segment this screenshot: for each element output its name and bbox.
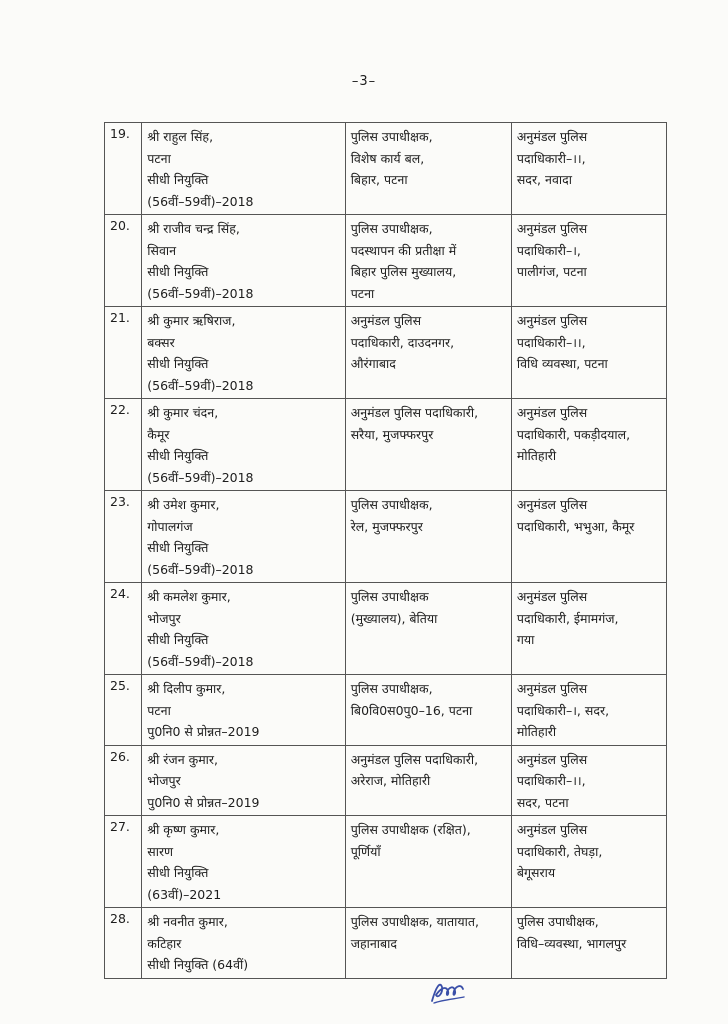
cell-line: पालीगंज, पटना: [516, 264, 587, 279]
serial-number: 24.: [105, 583, 142, 675]
cell-line: पदाधिकारी–।।,: [516, 334, 586, 350]
cell-line: सीधी नियुक्ति: [147, 356, 209, 371]
cell-line: अनुमंडल पुलिस: [516, 681, 588, 696]
cell-line: (56वीं–59वीं)–2018: [147, 653, 254, 669]
serial-number: 26.: [105, 745, 142, 816]
transfer-table: [104, 122, 667, 979]
cell-line: पटना: [350, 285, 375, 301]
current-post-cell: [345, 675, 511, 746]
cell-line: अनुमंडल पुलिस: [350, 313, 422, 328]
cell-line: पु0नि0 से प्रोन्नत–2019: [147, 724, 260, 739]
table-row: [105, 491, 667, 583]
current-post-cell: [345, 745, 511, 816]
cell-line: सदर, नवादा: [516, 172, 573, 187]
cell-line: श्री नवनीत कुमार,: [147, 914, 228, 929]
cell-line: सिवान: [147, 242, 177, 258]
table-row: [105, 745, 667, 816]
cell-line: सरैया, मुजफ्फरपुर: [350, 426, 434, 442]
cell-line: कटिहार: [147, 935, 182, 951]
officer-cell: [142, 215, 345, 307]
cell-line: पुलिस उपाधीक्षक: [350, 589, 429, 604]
cell-line: भोजपुर: [147, 610, 181, 626]
cell-line: अनुमंडल पुलिस: [516, 221, 588, 236]
current-post-cell: [345, 908, 511, 979]
cell-line: अनुमंडल पुलिस: [516, 497, 588, 512]
cell-line: पूर्णियाँ: [350, 843, 381, 859]
cell-line: पुलिस उपाधीक्षक (रक्षित),: [350, 822, 471, 837]
cell-line: विधि व्यवस्था, पटना: [516, 356, 608, 371]
cell-line: सीधी नियुक्ति: [147, 172, 209, 187]
cell-line: अनुमंडल पुलिस: [516, 751, 588, 767]
cell-line: गोपालगंज: [147, 518, 193, 534]
cell-line: विशेष कार्य बल,: [350, 150, 425, 166]
cell-line: श्री कुमार चंदन,: [147, 405, 219, 420]
cell-line: अनुमंडल पुलिस पदाधिकारी,: [350, 751, 479, 767]
new-post-cell: [511, 816, 666, 908]
cell-line: बिहार पुलिस मुख्यालय,: [350, 264, 457, 279]
new-post-cell: [511, 123, 666, 215]
cell-line: सीधी नियुक्ति: [147, 264, 209, 279]
cell-line: श्री रंजन कुमार,: [147, 751, 219, 767]
officer-cell: [142, 399, 345, 491]
cell-line: पदाधिकारी, ईमामगंज,: [516, 610, 619, 626]
cell-line: पदाधिकारी–।।,: [516, 150, 586, 166]
new-post-cell: [511, 307, 666, 399]
cell-line: मोतिहारी: [516, 448, 557, 463]
officer-cell: [142, 491, 345, 583]
cell-line: बि0वि0स0पु0–16, पटना: [350, 702, 473, 718]
cell-line: (मुख्यालय), बेतिया: [350, 610, 438, 626]
cell-line: सीधी नियुक्ति: [147, 540, 209, 555]
current-post-cell: [345, 123, 511, 215]
cell-line: (56वीं–59वीं)–2018: [147, 193, 254, 209]
table-row: [105, 816, 667, 908]
table-body: [105, 123, 667, 979]
current-post-cell: [345, 399, 511, 491]
serial-number: 22.: [105, 399, 142, 491]
cell-line: अनुमंडल पुलिस: [516, 589, 588, 604]
cell-line: सीधी नियुक्ति: [147, 448, 209, 463]
cell-line: पुलिस उपाधीक्षक, यातायात,: [350, 914, 479, 929]
current-post-cell: [345, 307, 511, 399]
new-post-cell: [511, 399, 666, 491]
officer-cell: [142, 745, 345, 816]
cell-line: गया: [516, 632, 535, 647]
cell-line: पदाधिकारी–।, सदर,: [516, 702, 610, 718]
cell-line: अनुमंडल पुलिस पदाधिकारी,: [350, 405, 479, 420]
new-post-cell: [511, 215, 666, 307]
cell-line: श्री राहुल सिंह,: [147, 129, 214, 144]
serial-number: 23.: [105, 491, 142, 583]
cell-line: अनुमंडल पुलिस: [516, 822, 588, 837]
table-row: [105, 399, 667, 491]
cell-line: पुलिस उपाधीक्षक,: [350, 221, 433, 236]
cell-line: (56वीं–59वीं)–2018: [147, 469, 254, 485]
cell-line: पुलिस उपाधीक्षक,: [350, 681, 433, 696]
cell-line: पदाधिकारी, दाउदनगर,: [350, 334, 455, 350]
table-row: [105, 908, 667, 979]
cell-line: पु0नि0 से प्रोन्नत–2019: [147, 794, 260, 810]
page-number: –3–: [351, 74, 377, 89]
serial-number: 25.: [105, 675, 142, 746]
cell-line: विधि–व्यवस्था, भागलपुर: [516, 935, 627, 951]
cell-line: पटना: [147, 150, 171, 166]
officer-cell: [142, 908, 345, 979]
cell-line: पदाधिकारी–।,: [516, 242, 581, 258]
current-post-cell: [345, 491, 511, 583]
cell-line: पटना: [147, 702, 171, 718]
cell-line: अनुमंडल पुलिस: [516, 313, 588, 328]
cell-line: पुलिस उपाधीक्षक,: [350, 497, 433, 512]
table-row: [105, 123, 667, 215]
cell-line: (56वीं–59वीं)–2018: [147, 377, 254, 393]
current-post-cell: [345, 816, 511, 908]
cell-line: सीधी नियुक्ति: [147, 865, 209, 880]
cell-line: अनुमंडल पुलिस: [516, 129, 588, 144]
serial-number: 27.: [105, 816, 142, 908]
cell-line: पुलिस उपाधीक्षक,: [516, 914, 599, 929]
table-row: [105, 307, 667, 399]
cell-line: सदर, पटना: [516, 794, 569, 810]
new-post-cell: [511, 583, 666, 675]
cell-line: (56वीं–59वीं)–2018: [147, 285, 254, 301]
cell-line: औरंगाबाद: [350, 356, 396, 371]
cell-line: भोजपुर: [147, 773, 181, 788]
cell-line: जहानाबाद: [350, 935, 398, 951]
officer-cell: [142, 816, 345, 908]
current-post-cell: [345, 215, 511, 307]
cell-line: बिहार, पटना: [350, 172, 408, 187]
table-row: [105, 215, 667, 307]
cell-line: पदाधिकारी–।।,: [516, 773, 586, 788]
new-post-cell: [511, 491, 666, 583]
cell-line: सीधी नियुक्ति (64वीं): [147, 957, 249, 972]
serial-number: 19.: [105, 123, 142, 215]
new-post-cell: [511, 745, 666, 816]
cell-line: सारण: [147, 843, 174, 859]
cell-line: बेगूसराय: [516, 865, 556, 880]
cell-line: (56वीं–59वीं)–2018: [147, 561, 254, 577]
cell-line: पदाधिकारी, भभुआ, कैमूर: [516, 518, 635, 534]
cell-line: (63वीं)–2021: [147, 886, 222, 902]
officer-cell: [142, 307, 345, 399]
serial-number: 20.: [105, 215, 142, 307]
cell-line: श्री दिलीप कुमार,: [147, 681, 226, 696]
serial-number: 21.: [105, 307, 142, 399]
officer-cell: [142, 123, 345, 215]
new-post-cell: [511, 675, 666, 746]
cell-line: श्री उमेश कुमार,: [147, 497, 220, 512]
cell-line: रेल, मुजफ्फरपुर: [350, 518, 423, 534]
officer-cell: [142, 583, 345, 675]
signature-icon: [428, 977, 468, 1005]
cell-line: पुलिस उपाधीक्षक,: [350, 129, 433, 144]
table-row: [105, 675, 667, 746]
cell-line: बक्सर: [147, 334, 175, 350]
cell-line: श्री कमलेश कुमार,: [147, 589, 231, 604]
cell-line: अरेराज, मोतिहारी: [350, 773, 431, 788]
officer-cell: [142, 675, 345, 746]
cell-line: श्री कुमार ऋषिराज,: [147, 313, 236, 328]
cell-line: पदाधिकारी, तेघड़ा,: [516, 843, 603, 859]
serial-number: 28.: [105, 908, 142, 979]
new-post-cell: [511, 908, 666, 979]
cell-line: मोतिहारी: [516, 724, 557, 739]
cell-line: पदाधिकारी, पकड़ीदयाल,: [516, 426, 631, 442]
cell-line: पदस्थापन की प्रतीक्षा में: [350, 242, 457, 258]
cell-line: सीधी नियुक्ति: [147, 632, 209, 647]
current-post-cell: [345, 583, 511, 675]
cell-line: कैमूर: [147, 426, 170, 442]
table-row: [105, 583, 667, 675]
cell-line: अनुमंडल पुलिस: [516, 405, 588, 420]
cell-line: श्री राजीव चन्द्र सिंह,: [147, 221, 240, 236]
cell-line: श्री कृष्ण कुमार,: [147, 822, 220, 837]
